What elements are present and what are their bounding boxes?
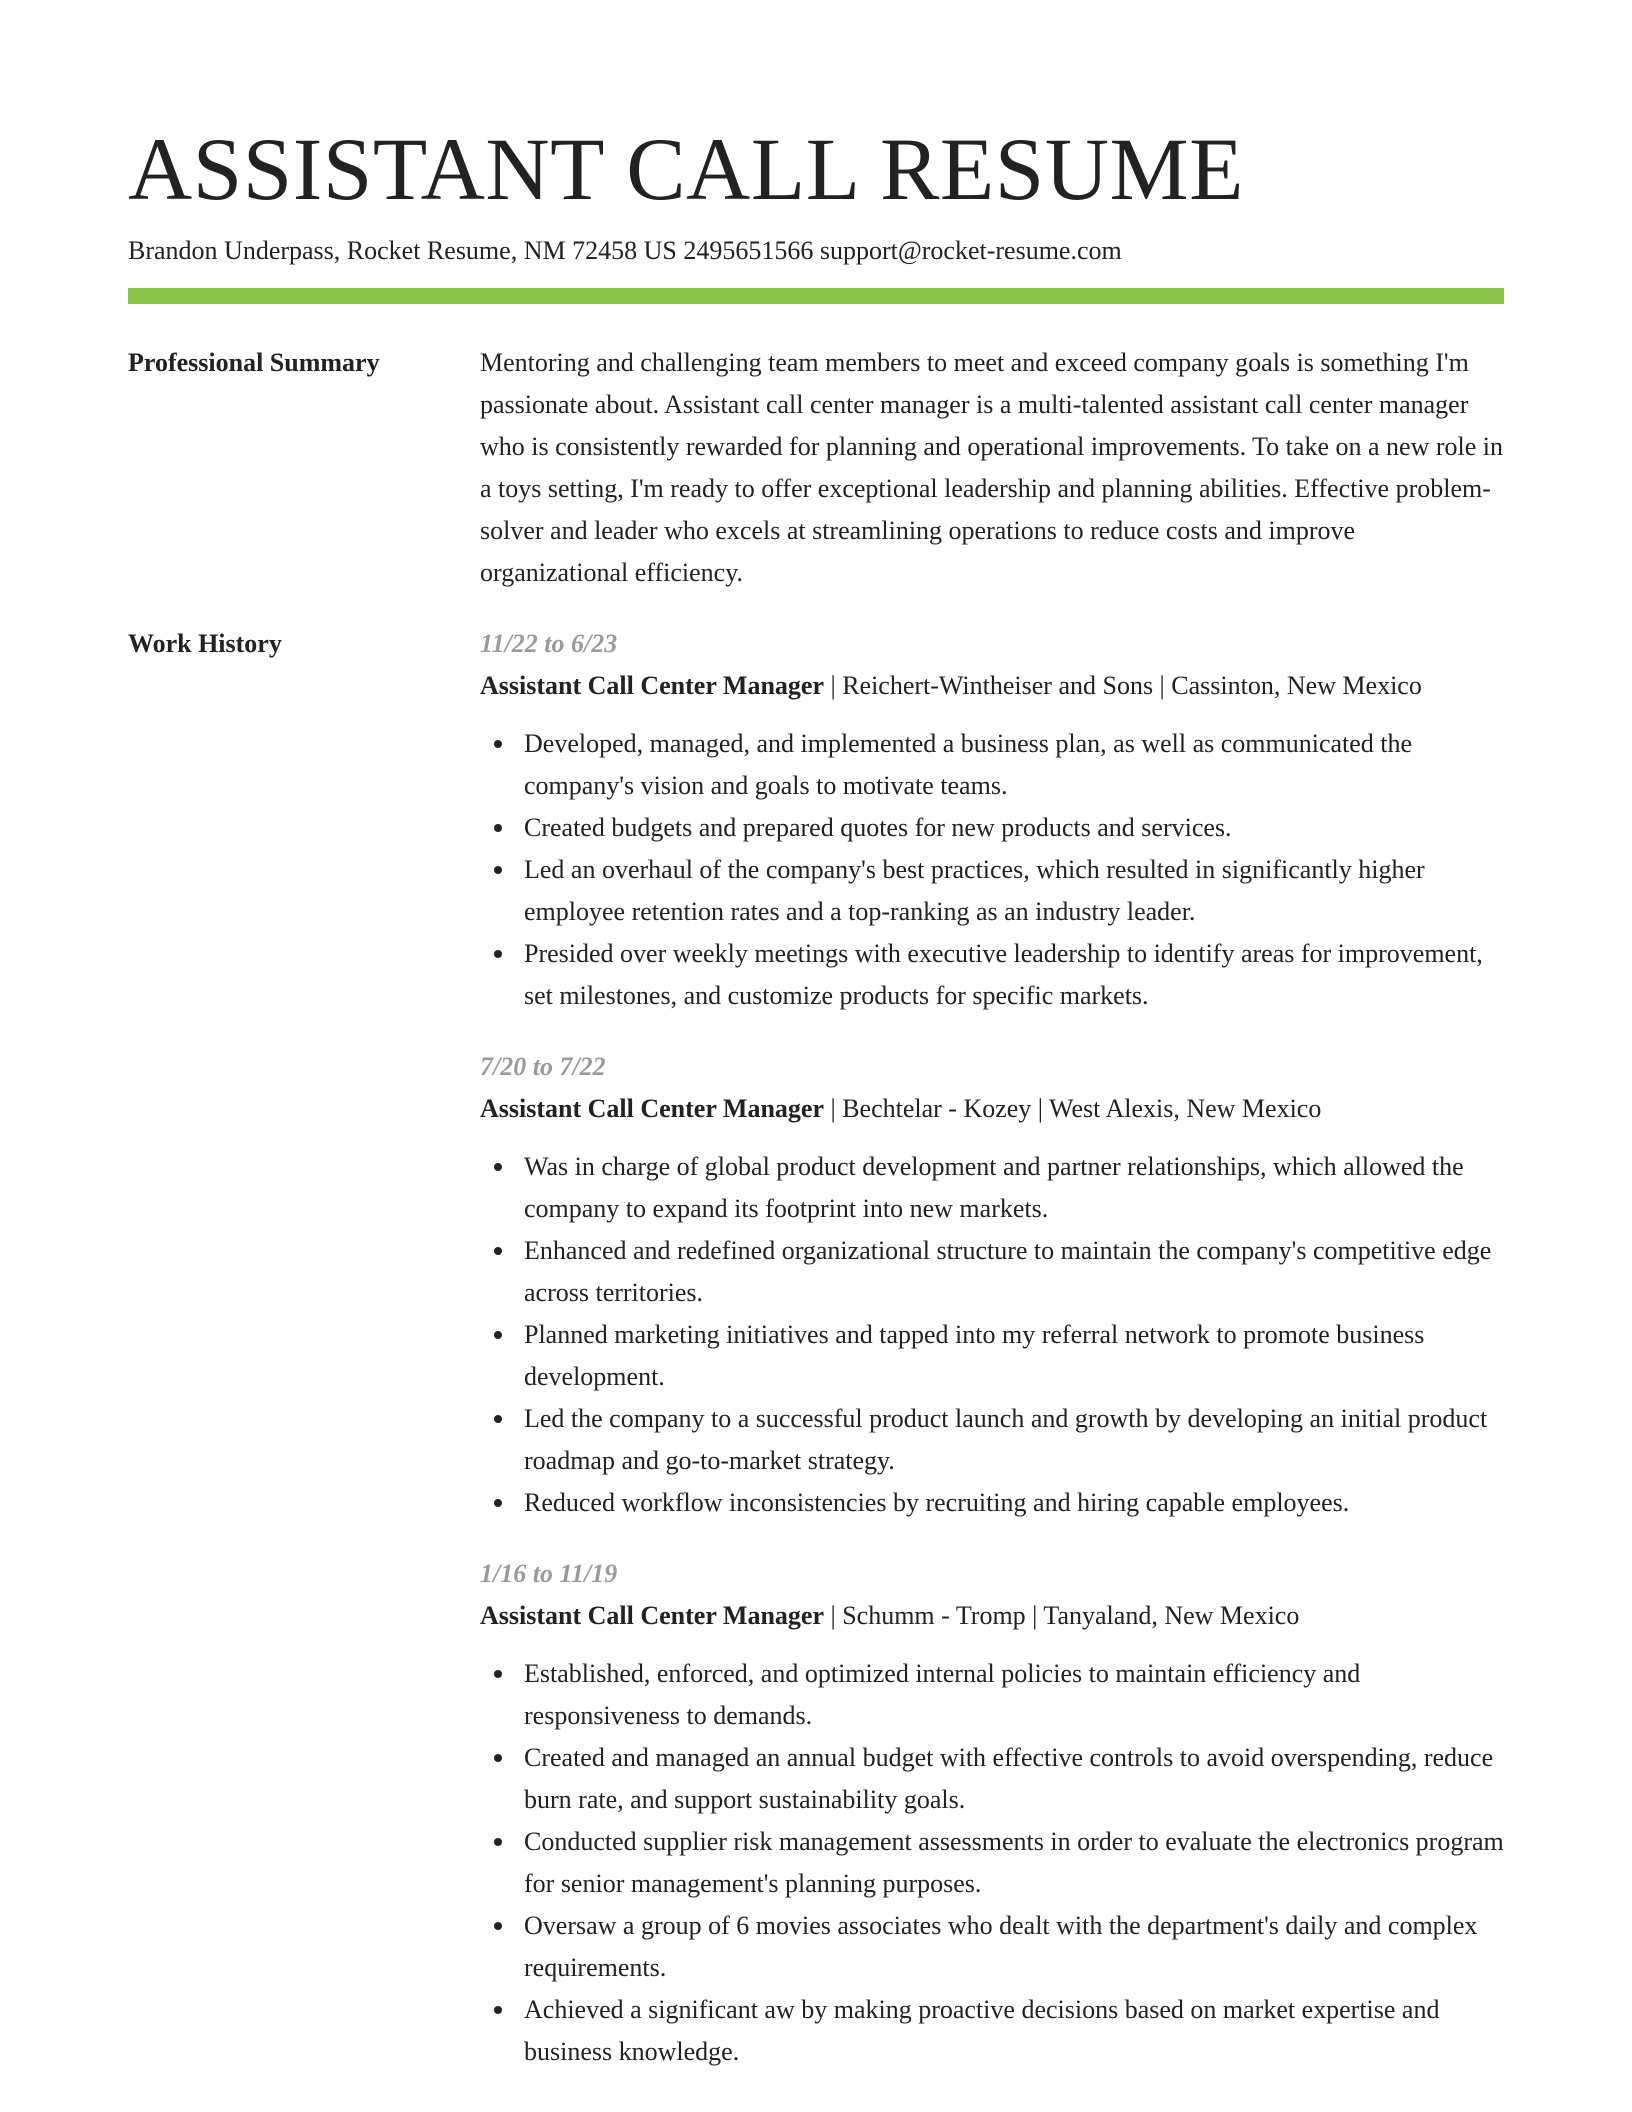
job-header (480, 665, 1504, 707)
bullet-icon (494, 1922, 502, 1930)
list-item (480, 1821, 1504, 1905)
bullet-icon (494, 1838, 502, 1846)
list-item (480, 1482, 1504, 1524)
list-item (480, 849, 1504, 933)
job-title: Assistant Call Center Manager (480, 671, 824, 700)
list-item (480, 1905, 1504, 1989)
list-item-text: Led an overhaul of the company's best practices, which resulted in significantly higher employee retention rates and a top-ranking as an industry leader. (524, 855, 1425, 926)
work-history-section (128, 623, 1504, 2073)
resume-title: ASSISTANT CALL RESUME (128, 121, 1245, 219)
list-item-text: Enhanced and redefined organizational structure to maintain the company's competitive edge across territories. (524, 1236, 1492, 1307)
list-item-text: Reduced workflow inconsistencies by recruiting and hiring capable employees. (524, 1488, 1350, 1517)
job-dates: 1/16 to 11/19 (480, 1559, 618, 1588)
bullet-icon (494, 1415, 502, 1423)
bullet-icon (494, 1499, 502, 1507)
bullet-icon (494, 2006, 502, 2014)
list-item-text: Developed, managed, and implemented a business plan, as well as communicated the company's vision and goals to motivate teams. (524, 729, 1413, 800)
job-company-location: | Schumm - Tromp | Tanyaland, New Mexico (823, 1601, 1300, 1630)
job-duties-list (480, 1653, 1504, 2073)
resume-page (128, 0, 1504, 2073)
summary-text: Mentoring and challenging team members to meet and exceed company goals is something I'm passionate about. Assistant call center manager is a multi-talented assistant call center manager who is consistently rewarded for planning and operational improvements. To take on a new role in a toys setting, I'm ready to offer exceptional leadership and planning abilities. Effective problem-solver and leader who excels at streamlining operations to reduce costs and improve organizational efficiency. (480, 348, 1503, 587)
job-title: Assistant Call Center Manager (480, 1601, 824, 1630)
bullet-icon (494, 740, 502, 748)
section-label-work: Work History (128, 629, 282, 658)
bullet-icon (494, 1331, 502, 1339)
job-entry (480, 1046, 1504, 1524)
list-item-text: Was in charge of global product development and partner relationships, which allowed the company to expand its footprint into new markets. (524, 1152, 1464, 1223)
job-company-location: | Bechtelar - Kozey | West Alexis, New Mexico (823, 1094, 1322, 1123)
accent-divider (128, 288, 1504, 304)
list-item (480, 1653, 1504, 1737)
list-item-text: Achieved a significant aw by making proactive decisions based on market expertise and business knowledge. (524, 1995, 1440, 2066)
list-item-text: Led the company to a successful product launch and growth by developing an initial product roadmap and go-to-market strategy. (524, 1404, 1488, 1475)
list-item (480, 1230, 1504, 1314)
job-dates: 11/22 to 6/23 (480, 629, 618, 658)
job-dates: 7/20 to 7/22 (480, 1052, 606, 1081)
list-item (480, 1989, 1504, 2073)
list-item (480, 1737, 1504, 1821)
job-entry (480, 1553, 1504, 2073)
list-item-text: Conducted supplier risk management assessments in order to evaluate the electronics program for senior management's planning purposes. (524, 1827, 1504, 1898)
work-history-body (480, 623, 1504, 2073)
professional-summary-section (128, 342, 1504, 594)
list-item (480, 1398, 1504, 1482)
job-company-location: | Reichert-Wintheiser and Sons | Cassinton, New Mexico (823, 671, 1422, 700)
job-header (480, 1595, 1504, 1637)
list-item-text: Created budgets and prepared quotes for new products and services. (524, 813, 1232, 842)
bullet-icon (494, 1670, 502, 1678)
bullet-icon (494, 1247, 502, 1255)
list-item-text: Created and managed an annual budget with effective controls to avoid overspending, reduce burn rate, and support sustainability goals. (524, 1743, 1494, 1814)
list-item (480, 1146, 1504, 1230)
list-item (480, 933, 1504, 1017)
bullet-icon (494, 866, 502, 874)
bullet-icon (494, 1754, 502, 1762)
list-item-text: Presided over weekly meetings with executive leadership to identify areas for improvement, set milestones, and customize products for specific markets. (524, 939, 1483, 1010)
bullet-icon (494, 1163, 502, 1171)
job-duties-list (480, 1146, 1504, 1524)
job-entry (480, 623, 1504, 1017)
job-header (480, 1088, 1504, 1130)
bullet-icon (494, 950, 502, 958)
list-item-text: Planned marketing initiatives and tapped into my referral network to promote business development. (524, 1320, 1425, 1391)
contact-line: Brandon Underpass, Rocket Resume, NM 72458 US 2495651566 support@rocket-resume.com (128, 236, 1122, 265)
summary-body (480, 342, 1504, 594)
section-label-summary: Professional Summary (128, 348, 380, 377)
list-item (480, 1314, 1504, 1398)
list-item (480, 807, 1504, 849)
list-item-text: Oversaw a group of 6 movies associates who dealt with the department's daily and complex requirements. (524, 1911, 1478, 1982)
list-item-text: Established, enforced, and optimized internal policies to maintain efficiency and responsiveness to demands. (524, 1659, 1361, 1730)
list-item (480, 723, 1504, 807)
bullet-icon (494, 824, 502, 832)
job-title: Assistant Call Center Manager (480, 1094, 824, 1123)
job-duties-list (480, 723, 1504, 1017)
